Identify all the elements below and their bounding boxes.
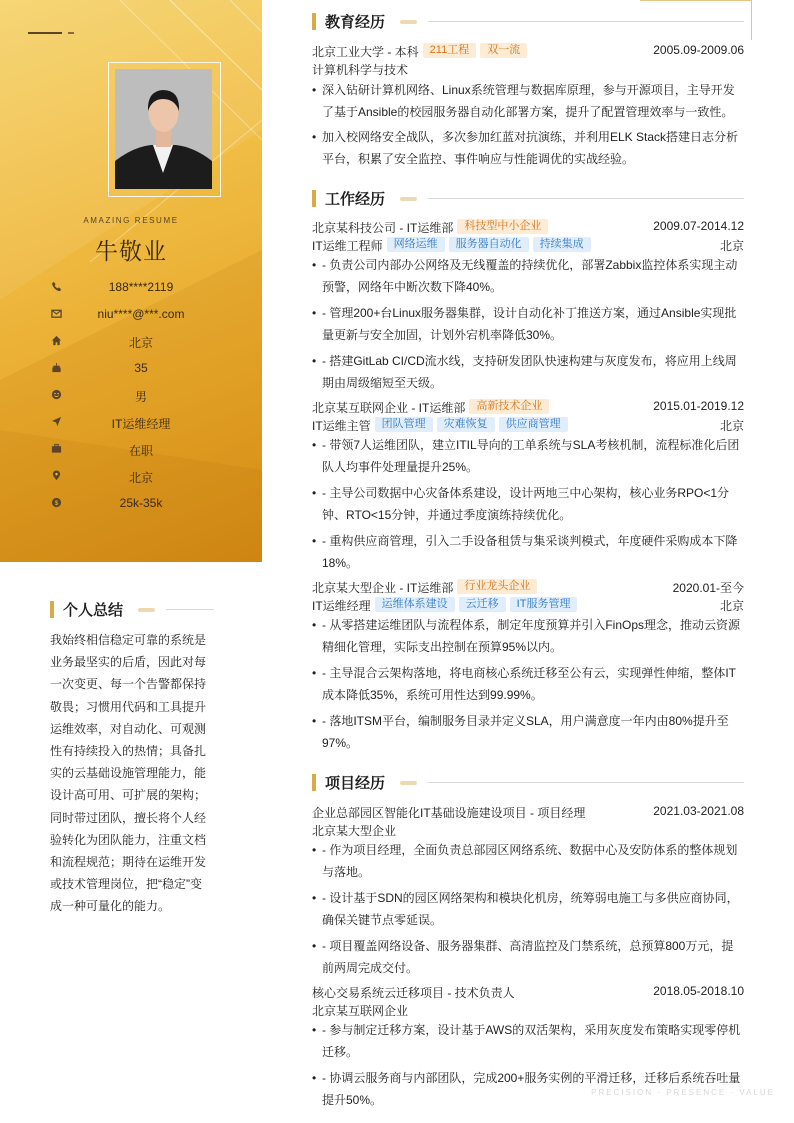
section-bar (312, 190, 316, 207)
job-role-row (312, 417, 744, 435)
bullet-line: 量更新与安全加固，计划外宕机率降低30%。 (322, 328, 563, 343)
job-header (312, 579, 744, 597)
info-position (0, 413, 262, 433)
summary-line: 运维效率，对自动化、可观测 (50, 721, 207, 736)
info-status (0, 440, 262, 460)
bullet-line: 提升50%。 (322, 1093, 383, 1108)
skill-tag: IT服务管理 (510, 597, 578, 612)
job-role-row (312, 597, 744, 615)
info-gender (0, 386, 262, 406)
section-rule (166, 609, 214, 610)
education-bullet: • 深入钻研计算机网络、Linux系统管理与数据库原理，参与开源项目，主导开发 了基于Ansible的校园服务器自动化部署方案，提升了配置管理效率与一致性。 (312, 83, 735, 120)
projects-section-header (312, 773, 744, 793)
section-rule (428, 198, 744, 199)
education-title: 教育经历 (325, 14, 386, 31)
candidate-name: 牛敬业 (95, 238, 167, 264)
info-phone-text: 188****2119 (108, 280, 174, 294)
sidebar-hero (0, 0, 262, 562)
bullet-line: - 主导混合云架构落地，将电商核心系统迁移至公有云，实现弹性伸缩，整体IT (322, 666, 736, 680)
summary-line: 敬畏；习惯用代码和工具提升 (50, 699, 207, 714)
project-org-row (312, 1002, 744, 1020)
job-period: 2020.01-至今 (672, 581, 744, 595)
work-section-header (312, 189, 744, 209)
job-header (312, 219, 744, 237)
job-period: 2009.07-2014.12 (653, 219, 744, 233)
job-city: 北京 (719, 239, 744, 253)
education-header (312, 43, 744, 61)
job-bullet: • - 负责公司内部办公网络及无线覆盖的持续优化，部署Zabbix监控体系实现主动 预警，网络年中断次数下降40%。 (312, 258, 738, 295)
footer-watermark: PRECISION · PRESENCE · VALUE (591, 1088, 775, 1097)
company-name: 北京某大型企业 - IT运维部 (312, 581, 454, 595)
company-tag: 高新技术企业 (469, 399, 549, 414)
company-name: 北京某互联网企业 - IT运维部 (312, 401, 466, 415)
bullet-line: 期由周级缩短至天级。 (322, 376, 443, 391)
project-org-row (312, 822, 744, 840)
summary-line: 业务最坚实的后盾，因此对每 (50, 655, 207, 670)
bullet-line: 与落地。 (322, 865, 371, 880)
info-home (0, 332, 262, 352)
project-name: 企业总部园区智能化IT基础设施建设项目 - 项目经理 (312, 806, 586, 820)
summary-line: 设计高可用、可扩展的架构； (50, 788, 207, 803)
bullet-line: - 负责公司内部办公网络及无线覆盖的持续优化，部署Zabbix监控体系实现主动 (322, 258, 738, 272)
info-position-text: IT运维经理 (111, 417, 171, 431)
section-dash (400, 20, 417, 24)
education-period: 2005.09-2009.06 (653, 43, 744, 57)
education-major-row (312, 61, 744, 79)
project-header (312, 984, 744, 1002)
project-org: 北京某大型企业 (312, 824, 397, 838)
summary-line: 同时带过团队，擅长将个人经 (50, 810, 207, 825)
job-bullet: • - 从零搭建运维团队与流程体系，制定年度预算并引入FinOps理念，推动云资源 精细化管理，实际支出控制在预算95%以内。 (312, 618, 741, 655)
summary-section-header (50, 600, 220, 620)
skill-tag: 团队管理 (375, 417, 433, 432)
project-bullet: • - 作为项目经理，全面负责总部园区网络系统、数据中心及安防体系的整体规划 与落地。 (312, 843, 738, 880)
svg-text:$: $ (54, 499, 59, 507)
education-bullet: • 加入校网络安全战队，多次参加红蓝对抗演练，并利用ELK Stack搭建日志分析 平台，积累了安全监控、事件响应与性能调优的实战经验。 (312, 130, 739, 167)
bullet-line: 精细化管理，实际支出控制在预算95%以内。 (322, 640, 563, 655)
bullet-line: - 参与制定迁移方案，设计基于AWS的双活架构，采用灰度发布策略实现零停机 (322, 1023, 741, 1037)
info-home-text: 北京 (128, 336, 153, 350)
work-title: 工作经历 (325, 191, 386, 208)
company-name: 北京某科技公司 - IT运维部 (312, 221, 454, 235)
section-rule (428, 782, 744, 783)
skill-tag: 运维体系建设 (375, 597, 455, 612)
job-bullet: • - 带领7人运维团队，建立ITIL导向的工单系统与SLA考核机制，流程标准化后团 队人均事件处理量提升25%。 (312, 438, 740, 475)
section-dash (400, 781, 417, 785)
info-location (0, 467, 262, 487)
job-role-row (312, 237, 744, 255)
resume-tagline: AMAZING RESUME (83, 216, 179, 225)
summary-line: 或技术管理岗位，把“稳定”变 (50, 877, 202, 892)
bullet-line: - 项目覆盖网络设备、服务器集群、高清监控及门禁系统，总预算800万元，提 (322, 939, 734, 953)
section-bar (312, 774, 316, 791)
bullet-line: - 协调云服务商与内部团队，完成200+服务实例的平滑迁移，迁移后系统吞吐量 (322, 1071, 741, 1085)
info-phone (0, 278, 262, 298)
school-tag: 211工程 (423, 43, 477, 58)
profile-photo (115, 69, 212, 189)
school-name: 北京工业大学 - 本科 (312, 45, 419, 59)
top-accent (28, 32, 62, 34)
bullet-line: - 落地ITSM平台，编制服务目录并定义SLA，用户满意度一年内由80%提升至 (322, 714, 729, 728)
bullet-line: - 主导公司数据中心灾备体系建设，设计两地三中心架构，核心业务RPO<1分 (322, 486, 730, 500)
skill-tag: 灾难恢复 (437, 417, 495, 432)
section-bar (50, 601, 54, 618)
section-dash (400, 197, 417, 201)
bullet-line: 了基于Ansible的校园服务器自动化部署方案，提升了配置管理效率与一致性。 (322, 105, 734, 120)
skill-tag: 持续集成 (533, 237, 591, 252)
bullet-line: 加入校网络安全战队，多次参加红蓝对抗演练，并利用ELK Stack搭建日志分析 (322, 130, 739, 144)
job-header (312, 399, 744, 417)
bullet-line: 成本降低35%，系统可用性达到99.99%。 (322, 688, 543, 703)
job-bullet: • - 主导公司数据中心灾备体系建设，设计两地三中心架构，核心业务RPO<1分 钟、RTO<15分钟，并通过季度演练持续优化。 (312, 486, 730, 523)
bullet-line: 97%。 (322, 736, 359, 751)
job-bullet: • - 重构供应商管理，引入二手设备租赁与集采谈判模式，年度硬件采购成本下降 18%。 (312, 534, 738, 571)
job-city: 北京 (719, 599, 744, 613)
info-email (0, 305, 262, 325)
info-status-text: 在职 (128, 444, 153, 458)
summary-line: 我始终相信稳定可靠的系统是 (50, 633, 207, 647)
bullet-line: - 重构供应商管理，引入二手设备租赁与集采谈判模式，年度硬件采购成本下降 (322, 534, 738, 548)
summary-text (50, 629, 210, 918)
bullet-line: - 作为项目经理，全面负责总部园区网络系统、数据中心及安防体系的整体规划 (322, 843, 738, 857)
projects-title: 项目经历 (325, 775, 386, 792)
education-section-header (312, 12, 744, 32)
bullet-line: 确保关键节点零延误。 (322, 913, 443, 928)
project-org: 北京某互联网企业 (312, 1004, 409, 1018)
section-bar (312, 13, 316, 30)
project-period: 2021.03-2021.08 (653, 804, 744, 818)
bullet-line: 迁移。 (322, 1045, 359, 1060)
bullet-line: - 从零搭建运维团队与流程体系，制定年度预算并引入FinOps理念，推动云资源 (322, 618, 741, 632)
job-bullet: • - 搭建GitLab CI/CD流水线，支持研发团队快速构建与灰度发布，将应用上线周 期由周级缩短至天级。 (312, 354, 737, 391)
summary-title: 个人总结 (63, 602, 124, 619)
project-period: 2018.05-2018.10 (653, 984, 744, 998)
section-rule (428, 21, 744, 22)
project-name: 核心交易系统云迁移项目 - 技术负责人 (312, 986, 515, 1000)
info-location-text: 北京 (128, 471, 153, 485)
bullet-line: 钟、RTO<15分钟，并通过季度演练持续优化。 (322, 508, 572, 523)
company-tag: 科技型中小企业 (457, 219, 548, 234)
project-header (312, 804, 744, 822)
school-tag: 双一流 (480, 43, 527, 58)
job-bullet: • - 主导混合云架构落地，将电商核心系统迁移至公有云，实现弹性伸缩，整体IT 成本降低35%，系统可用性达到99.99%。 (312, 666, 736, 703)
skill-tag: 服务器自动化 (449, 237, 529, 252)
job-role: IT运维主管 (312, 419, 371, 433)
summary-line: 性有持续投入的热情；具备扎 (50, 744, 207, 759)
skill-tag: 供应商管理 (499, 417, 568, 432)
skill-tag: 云迁移 (459, 597, 506, 612)
bullet-line: 前两周完成交付。 (322, 961, 419, 976)
bullet-line: - 搭建GitLab CI/CD流水线，支持研发团队快速构建与灰度发布，将应用上线周 (322, 354, 737, 368)
bullet-line: - 带领7人运维团队，建立ITIL导向的工单系统与SLA考核机制，流程标准化后团 (322, 438, 740, 452)
info-salary-text: 25k-35k (119, 496, 163, 510)
job-city: 北京 (719, 419, 744, 433)
project-bullet: • - 设计基于SDN的园区网络架构和模块化机房，统筹弱电施工与多供应商协同， 确保关键节点零延误。 (312, 891, 739, 928)
info-age-text: 35 (134, 361, 148, 375)
bullet-line: 队人均事件处理量提升25%。 (322, 460, 479, 475)
bullet-line: 18%。 (322, 556, 359, 571)
info-email-text: niu****@***.com (97, 307, 185, 321)
top-accent-dash (68, 32, 74, 34)
job-role: IT运维工程师 (312, 239, 383, 253)
bullet-line: - 管理200+台Linux服务器集群，设计自动化补丁推送方案，通过Ansible实现批 (322, 306, 737, 320)
section-dash (138, 608, 155, 612)
info-salary (0, 494, 262, 514)
bullet-line: 平台，积累了安全监控、事件响应与性能调优的实战经验。 (322, 152, 635, 167)
info-gender-text: 男 (134, 390, 147, 404)
job-role: IT运维经理 (312, 599, 371, 613)
summary-line: 和流程规范；期待在运维开发 (50, 855, 207, 870)
job-period: 2015.01-2019.12 (653, 399, 744, 413)
project-bullet: • - 项目覆盖网络设备、服务器集群、高清监控及门禁系统，总预算800万元，提 前两周完成交付。 (312, 939, 734, 976)
bullet-line: - 设计基于SDN的园区网络架构和模块化机房，统筹弱电施工与多供应商协同， (322, 891, 739, 905)
company-tag: 行业龙头企业 (457, 579, 537, 594)
project-bullet: • - 协调云服务商与内部团队，完成200+服务实例的平滑迁移，迁移后系统吞吐量 提升50%。 (312, 1071, 741, 1108)
job-bullet: • - 管理200+台Linux服务器集群，设计自动化补丁推送方案，通过Ansible实现批 量更新与安全加固，计划外宕机率降低30%。 (312, 306, 737, 343)
summary-line: 成一种可量化的能力。 (50, 899, 171, 914)
bullet-line: 预警，网络年中断次数下降40%。 (322, 280, 503, 295)
job-bullet: • - 落地ITSM平台，编制服务目录并定义SLA，用户满意度一年内由80%提升至 97%。 (312, 714, 729, 751)
summary-line: 验转化为团队能力，注重文档 (50, 832, 207, 847)
summary-line: 实的云基础设施管理能力，能 (50, 766, 207, 781)
bullet-line: 深入钻研计算机网络、Linux系统管理与数据库原理，参与开源项目，主导开发 (322, 83, 735, 97)
info-age (0, 359, 262, 379)
skill-tag: 网络运维 (387, 237, 445, 252)
project-bullet: • - 参与制定迁移方案，设计基于AWS的双活架构，采用灰度发布策略实现零停机 迁移。 (312, 1023, 741, 1060)
education-major: 计算机科学与技术 (312, 63, 409, 77)
summary-line: 一次变更、每一个告警都保持 (50, 677, 207, 692)
